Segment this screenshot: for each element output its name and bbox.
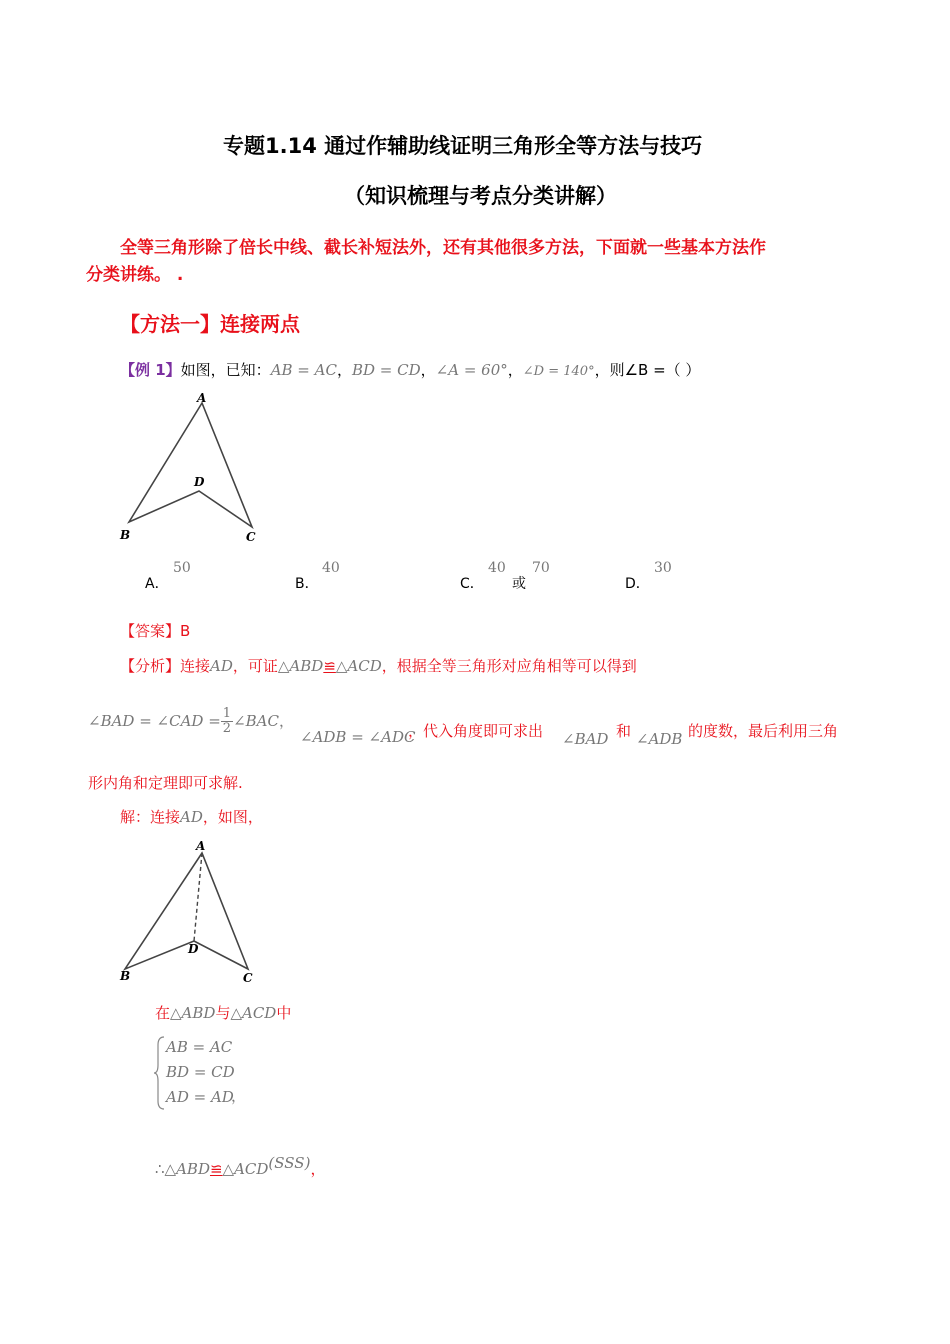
answer-value: B <box>180 622 191 640</box>
separator: ， <box>507 361 523 379</box>
condition-bd-cd: BD = CD <box>351 361 421 379</box>
analysis-text-6: 的度数，最后利用三角 <box>688 722 839 740</box>
condition-angle-d: ∠D = 140° <box>522 364 595 379</box>
option-c-value: 40 <box>488 560 506 576</box>
option-a[interactable] <box>145 573 169 593</box>
analysis-line-1 <box>120 655 637 676</box>
solution-lead <box>120 806 263 827</box>
segment-ad: AD <box>210 657 233 675</box>
congruent-symbol: ≌ <box>209 1160 223 1178</box>
figure-outline <box>125 853 248 969</box>
triangle-acd: △ACD <box>335 657 382 675</box>
label-b: B <box>120 969 131 983</box>
triangle-acd: △ACD <box>222 1160 269 1178</box>
fraction-denominator: 2 <box>222 721 232 736</box>
equation-adb-adc: ∠ADB = ∠ADC <box>300 728 416 746</box>
answer <box>120 620 190 641</box>
separator: ， <box>278 712 294 730</box>
solution-text: 中 <box>276 1004 292 1022</box>
label-d: D <box>188 942 199 956</box>
label-a: A <box>197 391 207 405</box>
option-b-label: B． <box>295 576 319 592</box>
label-c: C <box>243 971 253 985</box>
equation-bad-cad: ∠BAD = ∠CAD = <box>88 712 221 730</box>
answer-tag: 【答案】 <box>120 622 181 640</box>
intro-line-2: 分类讲练。 . <box>86 265 184 285</box>
option-a-value: 50 <box>173 560 191 576</box>
analysis-text-4: ，代入角度即可求出 <box>408 722 544 740</box>
equation-ad-ad: AD = AD <box>166 1088 234 1106</box>
question-tail: ，则∠B =（ ） <box>594 361 701 379</box>
method-1-heading: 【方法一】连接两点 <box>120 312 300 336</box>
separator: ， <box>420 361 436 379</box>
option-c[interactable] <box>460 573 484 593</box>
equation-system <box>166 1035 235 1110</box>
page-title: 专题1.14 通过作辅助线证明三角形全等方法与技巧 <box>223 134 703 158</box>
solution-in-triangles <box>155 1002 291 1023</box>
solution-text: 在 <box>155 1004 171 1022</box>
option-d-label: D． <box>625 576 650 592</box>
figure-triangle-2 <box>110 835 270 990</box>
figure-outline <box>129 403 252 527</box>
segment-ad: AD <box>180 808 203 826</box>
separator: ， <box>336 361 352 379</box>
reason-sss: (SSS) <box>268 1154 311 1172</box>
option-b-value: 40 <box>322 560 340 576</box>
intro-line-1: 全等三角形除了倍长中线、截长补短法外，还有其他很多方法，下面就一些基本方法作 <box>120 238 766 258</box>
triangle-abd: △ABD <box>164 1160 210 1178</box>
example-1-question <box>120 359 700 380</box>
page-subtitle: （知识梳理与考点分类讲解） <box>344 184 617 208</box>
analysis-line-3: 形内角和定理即可求解. <box>88 774 243 792</box>
solution-text: 与 <box>215 1004 231 1022</box>
figure-triangle-1 <box>110 385 270 550</box>
example-lead: 如图，已知： <box>180 361 271 379</box>
analysis-text-5: 和 <box>616 722 632 740</box>
label-d: D <box>194 475 205 489</box>
angle-bac: ∠BAC <box>233 712 279 730</box>
option-c-or: 或 <box>512 576 526 592</box>
equation-ab-ac: AB = AC <box>166 1038 233 1056</box>
solution-text: ， <box>310 1160 326 1178</box>
option-c-value-2: 70 <box>532 560 550 576</box>
condition-ab-ac: AB = AC <box>270 361 337 379</box>
fraction-half <box>221 707 233 736</box>
angle-adb: ∠ADB <box>636 730 683 748</box>
solution-conclusion <box>155 1154 325 1179</box>
option-d-value: 30 <box>654 560 672 576</box>
analysis-text: ，可证 <box>232 657 278 675</box>
dashed-segment-ad <box>194 853 202 941</box>
triangle-abd: △ABD <box>170 1004 216 1022</box>
solution-text: ，如图， <box>202 808 263 826</box>
analysis-text: 连接 <box>180 657 211 675</box>
option-b[interactable] <box>295 573 319 593</box>
analysis-tag: 【分析】 <box>120 657 181 675</box>
equation-bd-cd: BD = CD <box>166 1063 235 1081</box>
analysis-line-2 <box>88 707 294 736</box>
condition-angle-a: ∠A = 60° <box>435 361 508 379</box>
angle-bad: ∠BAD <box>562 730 609 748</box>
label-a: A <box>196 839 206 853</box>
option-a-label: A． <box>145 576 169 592</box>
congruent-symbol: ≌ <box>323 657 336 675</box>
therefore-symbol: ∴ <box>155 1160 165 1178</box>
system-end-comma: ， <box>231 1087 247 1105</box>
solution-text: 解：连接 <box>120 808 181 826</box>
label-b: B <box>120 528 131 542</box>
fraction-numerator: 1 <box>222 706 232 721</box>
left-brace <box>153 1035 167 1111</box>
option-d[interactable] <box>625 573 650 593</box>
option-c-label: C． <box>460 576 484 592</box>
analysis-text: ，根据全等三角形对应角相等可以得到 <box>381 657 637 675</box>
example-tag: 【例 1】 <box>120 361 181 379</box>
triangle-acd: △ACD <box>230 1004 277 1022</box>
label-c: C <box>246 530 256 544</box>
triangle-abd: △ABD <box>277 657 324 675</box>
